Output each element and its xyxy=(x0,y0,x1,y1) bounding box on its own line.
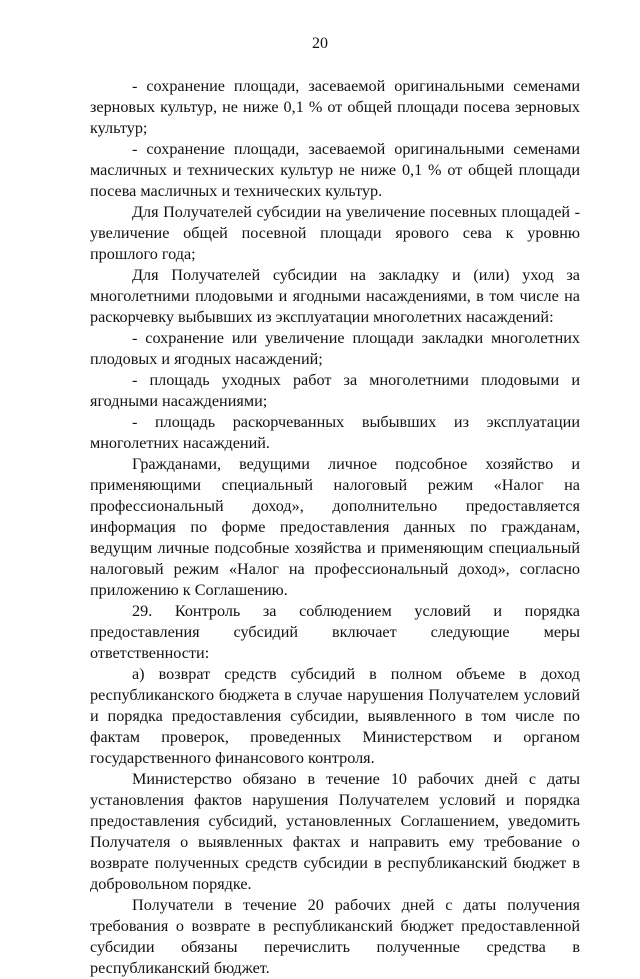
paragraph-private-households: Гражданами, ведущими личное подсобное хозяйство и применяющими специальный налоговый режим «Налог на профессиональный доход», дополнительно предоставляется информация по форме предоставления данных по гражданам, ведущим личные подсобные хозяйства и применяющим специальный налоговый режим «Налог на профессиональный доход», согласно приложению к Соглашению. xyxy=(90,455,580,599)
paragraph-ministry-duty: Министерство обязано в течение 10 рабочих дней с даты установления фактов нарушения Получателем условий и порядка предоставления субсидий, установленных Соглашением, уведомить Получателя о выявленных фактах и направить ему требование о возврате полученных средств субсидии в республиканский бюджет в добровольном порядке. xyxy=(90,770,580,893)
paragraph-recipients-duty: Получатели в течение 20 рабочих дней с даты получения требования о возврате в республиканский бюджет предоставленной субсидии обязаны перечислить полученные средства в республиканский бюджет. xyxy=(90,896,580,977)
paragraph-refund-a: а) возврат средств субсидий в полном объеме в доход республиканского бюджета в случае нарушения Получателем условий и порядка предоставления субсидии, выявленного в том числе по фактам проверок, проведенных Министерством и органом государственного финансового контроля. xyxy=(90,665,580,767)
paragraph-control-29: 29. Контроль за соблюдением условий и порядка предоставления субсидий включает следующие меры ответственности: xyxy=(90,602,580,662)
paragraph-sown-area: Для Получателей субсидии на увеличение посевных площадей - увеличение общей посевной площади ярового сева к уровню прошлого года; xyxy=(90,203,580,263)
paragraph-perennial-planting: - сохранение или увеличение площади закладки многолетних плодовых и ягодных насаждений; xyxy=(90,329,580,368)
page-number: 20 xyxy=(312,35,328,52)
paragraph-seed-grain: - сохранение площади, засеваемой оригинальными семенами зерновых культур, не ниже 0,1 % от общей площади посева зерновых культур; xyxy=(90,77,580,137)
paragraph-seed-oilseed: - сохранение площади, засеваемой оригинальными семенами масличных и технических культур не ниже 0,1 % от общей площади посева масличных и технических культур. xyxy=(90,140,580,200)
paragraph-perennial-intro: Для Получателей субсидии на закладку и (или) уход за многолетними плодовыми и ягодными насаждениями, в том числе на раскорчевку выбывших из эксплуатации многолетних насаждений: xyxy=(90,266,580,326)
paragraph-perennial-care: - площадь уходных работ за многолетними плодовыми и ягодными насаждениями; xyxy=(90,371,580,410)
document-body xyxy=(90,76,580,979)
paragraph-perennial-uprooting: - площадь раскорчеванных выбывших из эксплуатации многолетних насаждений. xyxy=(90,413,580,452)
